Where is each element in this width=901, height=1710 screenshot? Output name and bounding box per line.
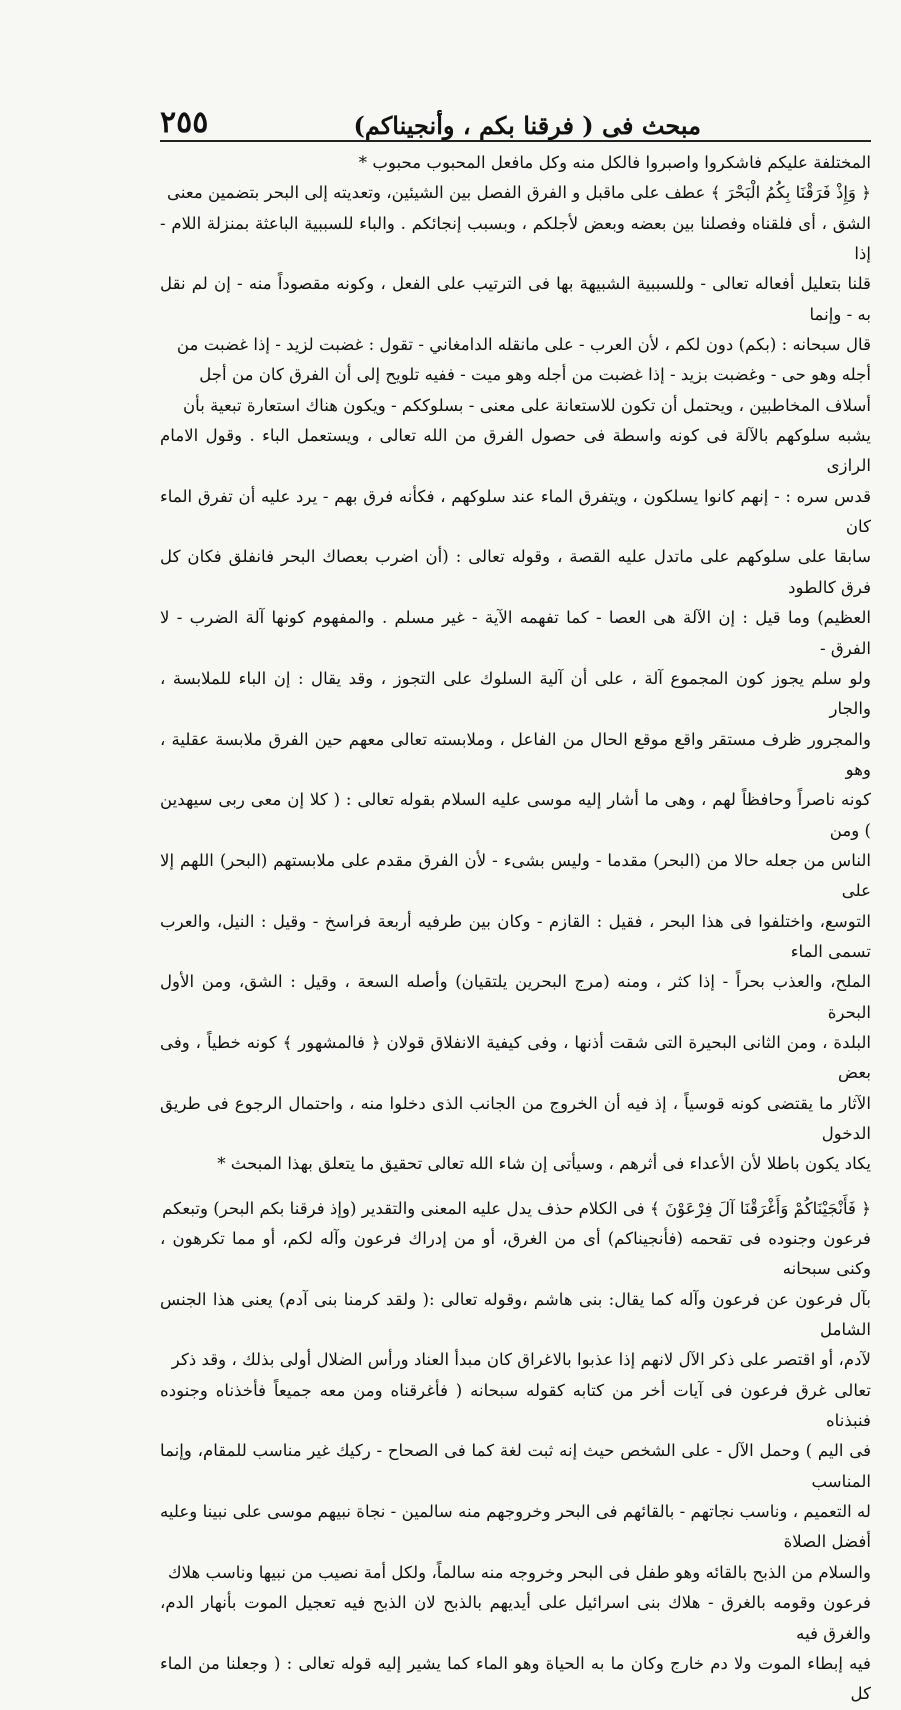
text-line: الآثار ما يقتضى كونه قوسياً ، إذ فيه أن الخروج من الجانب الذى دخلوا منه ، واحتمال الرجوع فى طريق الدخول <box>160 1093 871 1143</box>
text-line: ﴿ فَأَنْجَيْنَاكُمْ وَأَغْرَقْنَا آلَ فِرْعَوْنَ ﴾ فى الكلام حذف يدل عليه المعنى والتقدير (وإذ فرقنا بكم البحر) وتبعكم <box>162 1198 871 1218</box>
text-line: الشق ، أى فلقناه وفصلنا بين بعضه وبعض لأجلكم ، وبسبب إنجائكم . والباء للسببية الباعثة بمنزلة اللام - إذا <box>160 213 871 264</box>
body-text <box>160 148 871 1710</box>
paragraph-1 <box>160 148 871 1180</box>
page-header <box>160 92 871 140</box>
text-line: فى اليم ) وحمل الآل - على الشخص حيث إنه ثبت لغة كما فى الصحاح - ركيك غير مناسب للمقام، وإنما المناسب <box>160 1441 871 1491</box>
text-line: ولو سلم يجوز كون المجموع آلة ، على أن آلية السلوك على التجوز ، وقد يقال : إن الباء للملابسة ، والجار <box>160 668 871 719</box>
text-line: سابقا على سلوكهم على ماتدل عليه القصة ، وقوله تعالى : (أن اضرب بعصاك البحر فانفلق فكان كل فرق كالطود <box>160 547 871 597</box>
text-line: بآل فرعون عن فرعون وآله كما يقال: بنى هاشم ،وقوله تعالى :( ولقد كرمنا بنى آدم) يعنى هذا الجنس الشامل <box>160 1289 871 1340</box>
running-title: مبحث فى ( فرقنا بكم ، وأنجيناكم) <box>353 111 701 140</box>
text-line: تعالى غرق فرعون فى آيات أخر من كتابه كقوله سبحانه ( فأغرقناه ومن معه جميعاً فأخذناه وجنوده فنبذناه <box>160 1380 871 1431</box>
text-line: الناس من جعله حالا من (البحر) مقدما - وليس بشىء - لأن الفرق مقدم على ملابستهم (البحر) اللهم إلا على <box>160 850 871 901</box>
text-line: قدس سره : - إنهم كانوا يسلكون ، ويتفرق الماء عند سلوكهم ، فكأنه فرق بهم - يرد عليه أن تفرق الماء كان <box>160 486 871 537</box>
text-line: له التعميم ، وناسب نجاتهم - بالقائهم فى البحر وخروجهم منه سالمين - نجاة نبيهم موسى على نبينا وعليه أفضل الصلاة <box>160 1502 871 1552</box>
text-line: قال سبحانه : (بكم) دون لكم ، لأن العرب - على مانقله الدامغاني - تقول : غضبت لزيد - إذا غضبت من <box>176 335 871 355</box>
text-line: أجله وهو حى - وغضبت بزيد - إذا غضبت من أجله وهو ميت - ففيه تلويح إلى أن الفرق كان من أجل <box>199 365 871 385</box>
text-line: فيه إبطاء الموت ولا دم خارج وكان ما به الحياة وهو الماء كما يشير إليه قوله تعالى : ( وجعلنا من الماء كل <box>160 1653 871 1704</box>
text-line: العظيم) وما قيل : إن الآلة هى العصا - كما تفهمه الآية - غير مسلم . والمفهوم كونها آلة الضرب - لا الفرق - <box>160 608 871 658</box>
page-number: ٢٥٥ <box>160 105 209 140</box>
text-line: والسلام من الذبح بالقائه وهو طفل فى البحر وخروجه منه سالماً، ولكل أمة نصيب من نبيها وناسب هلاك <box>167 1562 871 1582</box>
header-rule <box>160 140 871 142</box>
text-line: الملح، والعذب بحراً - إذا كثر ، ومنه (مرج البحرين يلتقيان) وأصله السعة ، وقيل : الشق، ومن الأول البحرة <box>160 972 871 1022</box>
text-line: البلدة ، ومن الثانى البحيرة التى شقت أذنها ، وفى كيفية الانفلاق قولان ﴿ فالمشهور ﴾ كونه خطياً ، وفى بعض <box>160 1032 871 1083</box>
text-line: يشبه سلوكهم بالآلة فى كونه واسطة فى حصول الفرق من الله تعالى ، ويستعمل الباء . وقول الامام الرازى <box>160 426 871 476</box>
text-line: قلنا بتعليل أفعاله تعالى - وللسببية الشبيهة بها فى الترتيب على الفعل ، وكونه مقصوداً منه - إن لم نقل به - وإنما <box>160 274 871 324</box>
text-line: كونه ناصراً وحافظاً لهم ، وهى ما أشار إليه موسى عليه السلام بقوله تعالى : ( كلا إن معى ربى سيهدين ) ومن <box>160 790 871 840</box>
text-line: لآدم، أو اقتصر على ذكر الآل لانهم إذا عذبوا بالاغراق كان مبدأ العناد ورأس الضلال أولى بذلك ، وقد ذكر <box>171 1350 871 1370</box>
paragraph-2 <box>160 1194 871 1710</box>
text-line: والمجرور ظرف مستقر واقع موقع الحال من الفاعل ، وملابسته تعالى معهم حين الفرق ملابسة عقلية ، وهو <box>160 729 871 779</box>
text-line: فرعون وقومه بالغرق - هلاك بنى اسرائيل على أيديهم بالذبح لان الذبح فيه تعجيل الموت بأنهار الدم، والغرق فيه <box>160 1593 871 1643</box>
text-line: المختلفة عليكم فاشكروا واصبروا فالكل منه وكل مافعل المحبوب محبوب * <box>358 153 871 172</box>
text-line: أسلاف المخاطبين ، ويحتمل أن تكون للاستعانة على معنى - بسلوككم - ويكون هناك استعارة تبعية بأن <box>182 395 871 415</box>
text-line: التوسع، واختلفوا فى هذا البحر ، فقيل : القازم - وكان بين طرفيه أربعة فراسخ - وقيل : النيل، والعرب تسمى الماء <box>160 911 871 961</box>
text-line: فرعون وجنوده فى تقحمه (فأنجيناكم) أى من الغرق، أو من إدراك فرعون وآله لكم، أو مما تكرهون ، وكنى سبحانه <box>160 1229 871 1279</box>
text-line: يكاد يكون باطلا لأن الأعداء فى أثرهم ، وسيأتى إن شاء الله تعالى تحقيق ما يتعلق بهذا المبحث * <box>217 1154 871 1174</box>
text-line: ﴿ وَإِذْ فَرَقْنَا بِكُمُ الْبَحْرَ ﴾ عطف على ماقبل و الفرق الفصل بين الشيئين، وتعديته إلى البحر بتضمين معنى <box>167 183 871 203</box>
